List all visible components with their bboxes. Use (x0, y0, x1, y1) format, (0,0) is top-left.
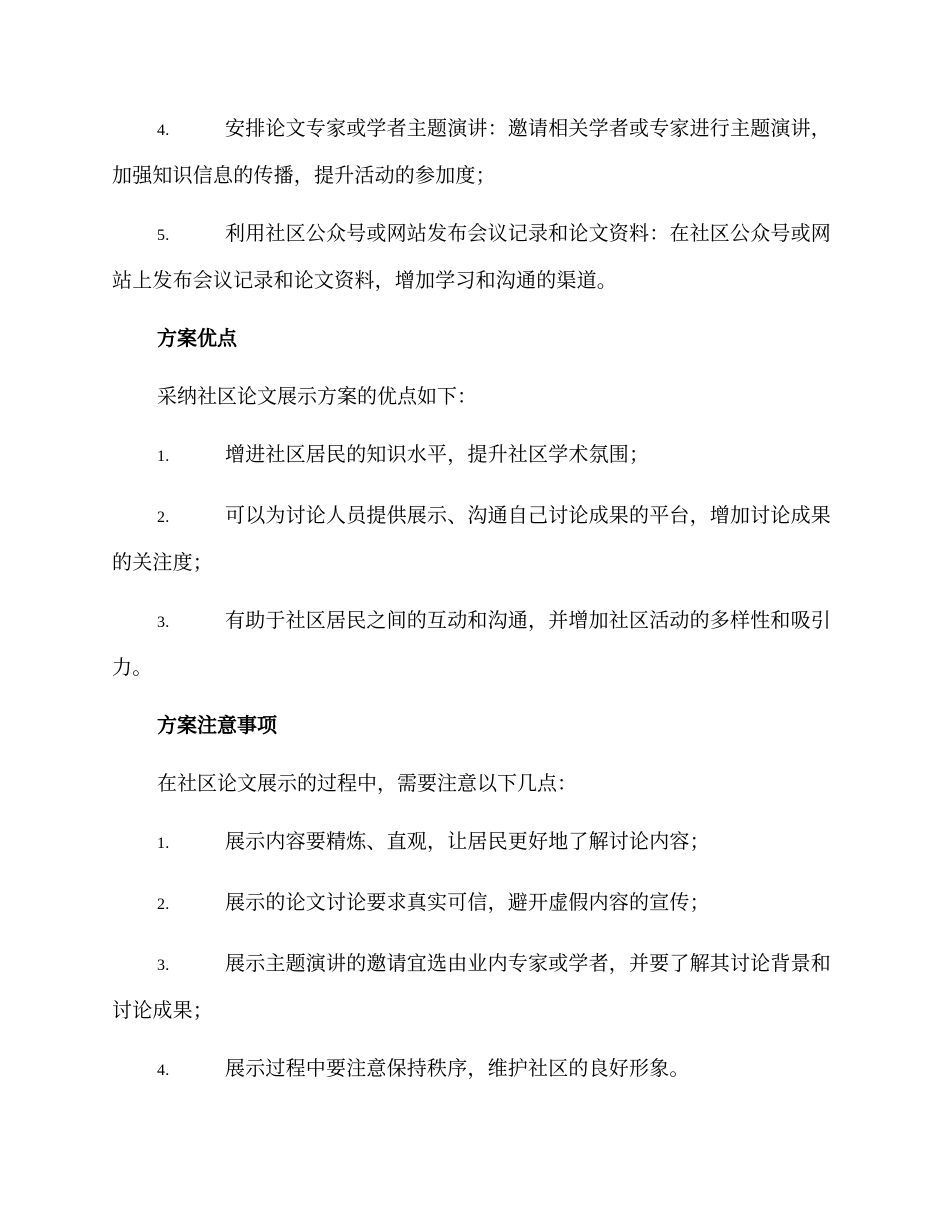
precautions-intro: 在社区论文展示的过程中，需要注意以下几点： (157, 771, 577, 795)
list-text: 增进社区居民的知识水平，提升社区学术氛围； (225, 442, 650, 466)
list-number: 3. (157, 614, 170, 631)
list-number: 2. (157, 896, 170, 913)
list-number: 1. (157, 448, 170, 465)
advantages-intro: 采纳社区论文展示方案的优点如下： (157, 384, 477, 408)
list-item (112, 880, 836, 927)
list-number: 3. (157, 957, 170, 974)
list-item (112, 941, 836, 1032)
document-page (112, 106, 836, 1107)
list-item (112, 106, 836, 197)
list-number: 1. (157, 835, 170, 852)
section-heading-precautions: 方案注意事项 (157, 713, 277, 737)
list-text: 利用社区公众号或网站发布会议记录和论文资料：在社区公众号或网站上发布会议记录和论文资料，增加学习和沟通的渠道。 (112, 221, 831, 292)
list-number: 4. (157, 1062, 170, 1079)
list-item (112, 211, 836, 302)
list-text: 安排论文专家或学者主题演讲：邀请相关学者或专家进行主题演讲，加强知识信息的传播，提升活动的参加度； (112, 116, 831, 187)
list-text: 展示过程中要注意保持秩序，维护社区的良好形象。 (225, 1056, 690, 1080)
list-text: 可以为讨论人员提供展示、沟通自己讨论成果的平台，增加讨论成果的关注度； (112, 503, 831, 574)
list-item (112, 819, 836, 866)
section-heading-advantages: 方案优点 (157, 326, 237, 350)
list-number: 2. (157, 509, 170, 526)
list-item (112, 1046, 836, 1093)
list-item (112, 432, 836, 479)
list-item (112, 493, 836, 584)
list-item (112, 598, 836, 689)
list-text: 展示的论文讨论要求真实可信，避开虚假内容的宣传； (225, 890, 710, 914)
list-text: 展示主题演讲的邀请宜选由业内专家或学者，并要了解其讨论背景和讨论成果； (112, 951, 831, 1022)
list-number: 4. (157, 122, 170, 139)
list-text: 有助于社区居民之间的互动和沟通，并增加社区活动的多样性和吸引力。 (112, 608, 831, 679)
list-number: 5. (157, 227, 170, 244)
list-text: 展示内容要精炼、直观，让居民更好地了解讨论内容； (225, 829, 710, 853)
